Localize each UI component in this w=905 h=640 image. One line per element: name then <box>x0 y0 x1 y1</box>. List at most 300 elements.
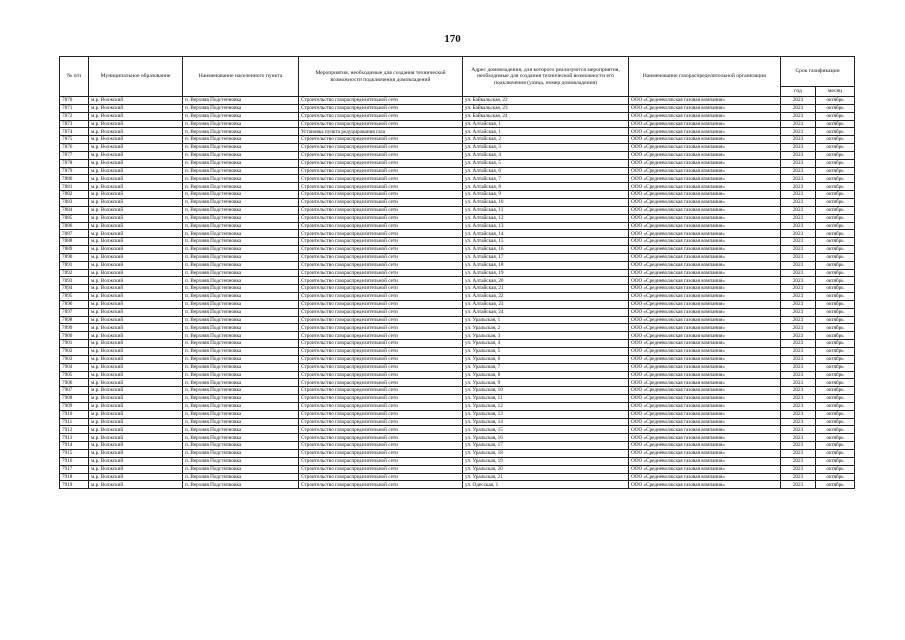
address-cell: ул. Алтайская, 9 <box>463 191 629 199</box>
measure-cell: Установка пункта редуцирования газа <box>299 128 463 136</box>
municipality-cell: м.р. Волжский <box>89 348 183 356</box>
row-number: 7901 <box>60 340 89 348</box>
municipality-cell: м.р. Волжский <box>89 308 183 316</box>
municipality-cell: м.р. Волжский <box>89 340 183 348</box>
settlement-cell: п. Верхняя Подстепновка <box>183 151 299 159</box>
month-cell: октябрь <box>816 340 855 348</box>
municipality-cell: м.р. Волжский <box>89 402 183 410</box>
gdo-cell: ООО «Средневолжская газовая компания» <box>629 246 781 254</box>
month-cell: октябрь <box>816 206 855 214</box>
measure-cell: Строительство газораспределительной сети <box>299 395 463 403</box>
address-cell: ул. Алтайская, 15 <box>463 238 629 246</box>
measure-cell: Строительство газораспределительной сети <box>299 418 463 426</box>
address-cell: ул. Алтайская, 17 <box>463 253 629 261</box>
address-cell: ул. Уральская, 5 <box>463 348 629 356</box>
row-number: 7887 <box>60 230 89 238</box>
year-cell: 2023 <box>781 387 816 395</box>
measure-cell: Строительство газораспределительной сети <box>299 97 463 105</box>
gdo-cell: ООО «Средневолжская газовая компания» <box>629 261 781 269</box>
address-cell: ул. Байкальская, 24 <box>463 112 629 120</box>
row-number: 7915 <box>60 449 89 457</box>
settlement-cell: п. Верхняя Подстепновка <box>183 159 299 167</box>
table-row <box>60 316 855 324</box>
municipality-cell: м.р. Волжский <box>89 395 183 403</box>
page-number: 170 <box>444 33 461 45</box>
year-cell: 2023 <box>781 277 816 285</box>
gdo-cell: ООО «Средневолжская газовая компания» <box>629 198 781 206</box>
month-cell: октябрь <box>816 387 855 395</box>
municipality-cell: м.р. Волжский <box>89 355 183 363</box>
address-cell: ул. Уральская, 19 <box>463 457 629 465</box>
year-cell: 2023 <box>781 246 816 254</box>
year-cell: 2023 <box>781 175 816 183</box>
gdo-cell: ООО «Средневолжская газовая компания» <box>629 348 781 356</box>
settlement-cell: п. Верхняя Подстепновка <box>183 253 299 261</box>
table-row <box>60 340 855 348</box>
table-row <box>60 300 855 308</box>
row-number: 7905 <box>60 371 89 379</box>
address-cell: ул. Уральская, 8 <box>463 371 629 379</box>
month-cell: октябрь <box>816 363 855 371</box>
month-cell: октябрь <box>816 348 855 356</box>
gdo-cell: ООО «Средневолжская газовая компания» <box>629 332 781 340</box>
address-cell: ул. Уральская, 14 <box>463 418 629 426</box>
year-cell: 2023 <box>781 410 816 418</box>
year-cell: 2023 <box>781 308 816 316</box>
month-cell: октябрь <box>816 120 855 128</box>
address-cell: ул. Алтайская, 18 <box>463 261 629 269</box>
municipality-cell: м.р. Волжский <box>89 379 183 387</box>
gdo-cell: ООО «Средневолжская газовая компания» <box>629 465 781 473</box>
measure-cell: Строительство газораспределительной сети <box>299 238 463 246</box>
gdo-cell: ООО «Средневолжская газовая компания» <box>629 151 781 159</box>
settlement-cell: п. Верхняя Подстепновка <box>183 128 299 136</box>
month-cell: октябрь <box>816 261 855 269</box>
year-cell: 2023 <box>781 324 816 332</box>
gdo-cell: ООО «Средневолжская газовая компания» <box>629 191 781 199</box>
year-cell: 2023 <box>781 395 816 403</box>
settlement-cell: п. Верхняя Подстепновка <box>183 206 299 214</box>
header-month: месяц <box>816 87 855 97</box>
row-number: 7878 <box>60 159 89 167</box>
settlement-cell: п. Верхняя Подстепновка <box>183 308 299 316</box>
municipality-cell: м.р. Волжский <box>89 371 183 379</box>
settlement-cell: п. Верхняя Подстепновка <box>183 198 299 206</box>
municipality-cell: м.р. Волжский <box>89 246 183 254</box>
settlement-cell: п. Верхняя Подстепновка <box>183 300 299 308</box>
month-cell: октябрь <box>816 253 855 261</box>
gdo-cell: ООО «Средневолжская газовая компания» <box>629 285 781 293</box>
municipality-cell: м.р. Волжский <box>89 473 183 481</box>
table-row <box>60 402 855 410</box>
address-cell: ул. Уральская, 2 <box>463 324 629 332</box>
measure-cell: Строительство газораспределительной сети <box>299 371 463 379</box>
settlement-cell: п. Верхняя Подстепновка <box>183 183 299 191</box>
address-cell: ул. Алтайская, 22 <box>463 293 629 301</box>
municipality-cell: м.р. Волжский <box>89 214 183 222</box>
gdo-cell: ООО «Средневолжская газовая компания» <box>629 402 781 410</box>
address-cell: ул. Одесская, 1 <box>463 481 629 489</box>
municipality-cell: м.р. Волжский <box>89 104 183 112</box>
row-number: 7903 <box>60 355 89 363</box>
year-cell: 2023 <box>781 363 816 371</box>
settlement-cell: п. Верхняя Подстепновка <box>183 97 299 105</box>
gdo-cell: ООО «Средневолжская газовая компания» <box>629 442 781 450</box>
table-row <box>60 253 855 261</box>
gdo-cell: ООО «Средневолжская газовая компания» <box>629 112 781 120</box>
table-row <box>60 183 855 191</box>
row-number: 7897 <box>60 308 89 316</box>
address-cell: ул. Алтайская, 5 <box>463 159 629 167</box>
year-cell: 2023 <box>781 230 816 238</box>
municipality-cell: м.р. Волжский <box>89 120 183 128</box>
municipality-cell: м.р. Волжский <box>89 300 183 308</box>
municipality-cell: м.р. Волжский <box>89 465 183 473</box>
gdo-cell: ООО «Средневолжская газовая компания» <box>629 418 781 426</box>
measure-cell: Строительство газораспределительной сети <box>299 277 463 285</box>
month-cell: октябрь <box>816 457 855 465</box>
settlement-cell: п. Верхняя Подстепновка <box>183 230 299 238</box>
header-measures: Мероприятия, необходимые для создания технической возможности подключения домовладений <box>299 57 463 97</box>
municipality-cell: м.р. Волжский <box>89 112 183 120</box>
measure-cell: Строительство газораспределительной сети <box>299 410 463 418</box>
year-cell: 2023 <box>781 269 816 277</box>
settlement-cell: п. Верхняя Подстепновка <box>183 449 299 457</box>
gdo-cell: ООО «Средневолжская газовая компания» <box>629 222 781 230</box>
measure-cell: Строительство газораспределительной сети <box>299 402 463 410</box>
row-number: 7919 <box>60 481 89 489</box>
month-cell: октябрь <box>816 191 855 199</box>
settlement-cell: п. Верхняя Подстепновка <box>183 175 299 183</box>
municipality-cell: м.р. Волжский <box>89 418 183 426</box>
table-row <box>60 175 855 183</box>
settlement-cell: п. Верхняя Подстепновка <box>183 348 299 356</box>
row-number: 7904 <box>60 363 89 371</box>
address-cell: ул. Уральская, 1 <box>463 316 629 324</box>
year-cell: 2023 <box>781 198 816 206</box>
municipality-cell: м.р. Волжский <box>89 442 183 450</box>
measure-cell: Строительство газораспределительной сети <box>299 214 463 222</box>
settlement-cell: п. Верхняя Подстепновка <box>183 426 299 434</box>
municipality-cell: м.р. Волжский <box>89 159 183 167</box>
settlement-cell: п. Верхняя Подстепновка <box>183 120 299 128</box>
table-row <box>60 277 855 285</box>
settlement-cell: п. Верхняя Подстепновка <box>183 402 299 410</box>
municipality-cell: м.р. Волжский <box>89 175 183 183</box>
municipality-cell: м.р. Волжский <box>89 261 183 269</box>
table-row <box>60 214 855 222</box>
address-cell: ул. Байкальская, 22 <box>463 97 629 105</box>
settlement-cell: п. Верхняя Подстепновка <box>183 246 299 254</box>
municipality-cell: м.р. Волжский <box>89 324 183 332</box>
header-address: Адрес домовладения, для которого реализуются мероприятия, необходимые для создания технической возможности его подключения (улица, номер домовладения) <box>463 57 629 97</box>
table-row <box>60 206 855 214</box>
table-row <box>60 97 855 105</box>
measure-cell: Строительство газораспределительной сети <box>299 269 463 277</box>
municipality-cell: м.р. Волжский <box>89 363 183 371</box>
header-gdo: Наименование газораспределительной организации <box>629 57 781 97</box>
gdo-cell: ООО «Средневолжская газовая компания» <box>629 481 781 489</box>
address-cell: ул. Уральская, 9 <box>463 379 629 387</box>
month-cell: октябрь <box>816 175 855 183</box>
gdo-cell: ООО «Средневолжская газовая компания» <box>629 387 781 395</box>
measure-cell: Строительство газораспределительной сети <box>299 183 463 191</box>
year-cell: 2023 <box>781 167 816 175</box>
row-number: 7900 <box>60 332 89 340</box>
row-number: 7874 <box>60 128 89 136</box>
measure-cell: Строительство газораспределительной сети <box>299 355 463 363</box>
month-cell: октябрь <box>816 112 855 120</box>
year-cell: 2023 <box>781 253 816 261</box>
measure-cell: Строительство газораспределительной сети <box>299 426 463 434</box>
table-row <box>60 269 855 277</box>
year-cell: 2023 <box>781 481 816 489</box>
measure-cell: Строительство газораспределительной сети <box>299 191 463 199</box>
settlement-cell: п. Верхняя Подстепновка <box>183 363 299 371</box>
header-num: № п/п <box>60 57 89 97</box>
month-cell: октябрь <box>816 434 855 442</box>
municipality-cell: м.р. Волжский <box>89 222 183 230</box>
gdo-cell: ООО «Средневолжская газовая компания» <box>629 253 781 261</box>
month-cell: октябрь <box>816 97 855 105</box>
gdo-cell: ООО «Средневолжская газовая компания» <box>629 340 781 348</box>
row-number: 7879 <box>60 167 89 175</box>
table-row <box>60 144 855 152</box>
row-number: 7889 <box>60 246 89 254</box>
municipality-cell: м.р. Волжский <box>89 426 183 434</box>
measure-cell: Строительство газораспределительной сети <box>299 206 463 214</box>
row-number: 7871 <box>60 104 89 112</box>
row-number: 7886 <box>60 222 89 230</box>
month-cell: октябрь <box>816 238 855 246</box>
address-cell: ул. Алтайская, 1 <box>463 128 629 136</box>
measure-cell: Строительство газораспределительной сети <box>299 112 463 120</box>
row-number: 7882 <box>60 191 89 199</box>
year-cell: 2023 <box>781 418 816 426</box>
year-cell: 2023 <box>781 442 816 450</box>
row-number: 7890 <box>60 253 89 261</box>
settlement-cell: п. Верхняя Подстепновка <box>183 167 299 175</box>
year-cell: 2023 <box>781 371 816 379</box>
gdo-cell: ООО «Средневолжская газовая компания» <box>629 457 781 465</box>
municipality-cell: м.р. Волжский <box>89 167 183 175</box>
gdo-cell: ООО «Средневолжская газовая компания» <box>629 104 781 112</box>
municipality-cell: м.р. Волжский <box>89 481 183 489</box>
row-number: 7917 <box>60 465 89 473</box>
address-cell: ул. Уральская, 16 <box>463 434 629 442</box>
settlement-cell: п. Верхняя Подстепновка <box>183 144 299 152</box>
gdo-cell: ООО «Средневолжская газовая компания» <box>629 473 781 481</box>
table-row <box>60 238 855 246</box>
table-row <box>60 465 855 473</box>
year-cell: 2023 <box>781 120 816 128</box>
month-cell: октябрь <box>816 183 855 191</box>
month-cell: октябрь <box>816 308 855 316</box>
gdo-cell: ООО «Средневолжская газовая компания» <box>629 159 781 167</box>
month-cell: октябрь <box>816 410 855 418</box>
table-row <box>60 120 855 128</box>
address-cell: ул. Алтайская, 11 <box>463 206 629 214</box>
gdo-cell: ООО «Средневолжская газовая компания» <box>629 410 781 418</box>
measure-cell: Строительство газораспределительной сети <box>299 363 463 371</box>
measure-cell: Строительство газораспределительной сети <box>299 481 463 489</box>
settlement-cell: п. Верхняя Подстепновка <box>183 191 299 199</box>
address-cell: ул. Алтайская, 10 <box>463 198 629 206</box>
month-cell: октябрь <box>816 379 855 387</box>
gdo-cell: ООО «Средневолжская газовая компания» <box>629 136 781 144</box>
measure-cell: Строительство газораспределительной сети <box>299 324 463 332</box>
municipality-cell: м.р. Волжский <box>89 238 183 246</box>
table-row <box>60 293 855 301</box>
municipality-cell: м.р. Волжский <box>89 285 183 293</box>
month-cell: октябрь <box>816 316 855 324</box>
municipality-cell: м.р. Волжский <box>89 449 183 457</box>
row-number: 7895 <box>60 293 89 301</box>
row-number: 7911 <box>60 418 89 426</box>
year-cell: 2023 <box>781 348 816 356</box>
row-number: 7918 <box>60 473 89 481</box>
table-row <box>60 363 855 371</box>
municipality-cell: м.р. Волжский <box>89 387 183 395</box>
month-cell: октябрь <box>816 222 855 230</box>
month-cell: октябрь <box>816 285 855 293</box>
settlement-cell: п. Верхняя Подстепновка <box>183 277 299 285</box>
measure-cell: Строительство газораспределительной сети <box>299 457 463 465</box>
measure-cell: Строительство газораспределительной сети <box>299 449 463 457</box>
gdo-cell: ООО «Средневолжская газовая компания» <box>629 167 781 175</box>
table-row <box>60 426 855 434</box>
row-number: 7906 <box>60 379 89 387</box>
gdo-cell: ООО «Средневолжская газовая компания» <box>629 183 781 191</box>
month-cell: октябрь <box>816 324 855 332</box>
row-number: 7909 <box>60 402 89 410</box>
table-body <box>60 97 855 489</box>
table-row <box>60 198 855 206</box>
month-cell: октябрь <box>816 128 855 136</box>
settlement-cell: п. Верхняя Подстепновка <box>183 371 299 379</box>
measure-cell: Строительство газораспределительной сети <box>299 332 463 340</box>
year-cell: 2023 <box>781 136 816 144</box>
settlement-cell: п. Верхняя Подстепновка <box>183 222 299 230</box>
gdo-cell: ООО «Средневолжская газовая компания» <box>629 120 781 128</box>
table-row <box>60 159 855 167</box>
table-row <box>60 230 855 238</box>
gdo-cell: ООО «Средневолжская газовая компания» <box>629 308 781 316</box>
year-cell: 2023 <box>781 97 816 105</box>
settlement-cell: п. Верхняя Подстепновка <box>183 269 299 277</box>
measure-cell: Строительство газораспределительной сети <box>299 167 463 175</box>
table-row <box>60 222 855 230</box>
table-row <box>60 387 855 395</box>
measure-cell: Строительство газораспределительной сети <box>299 379 463 387</box>
month-cell: октябрь <box>816 355 855 363</box>
year-cell: 2023 <box>781 144 816 152</box>
address-cell: ул. Алтайская, 13 <box>463 222 629 230</box>
measure-cell: Строительство газораспределительной сети <box>299 230 463 238</box>
year-cell: 2023 <box>781 191 816 199</box>
settlement-cell: п. Верхняя Подстепновка <box>183 136 299 144</box>
measure-cell: Строительство газораспределительной сети <box>299 434 463 442</box>
address-cell: ул. Алтайская, 20 <box>463 277 629 285</box>
table-row <box>60 151 855 159</box>
year-cell: 2023 <box>781 285 816 293</box>
row-number: 7894 <box>60 285 89 293</box>
measure-cell: Строительство газораспределительной сети <box>299 442 463 450</box>
table-row <box>60 355 855 363</box>
table-row <box>60 324 855 332</box>
gdo-cell: ООО «Средневолжская газовая компания» <box>629 238 781 246</box>
gdo-cell: ООО «Средневолжская газовая компания» <box>629 395 781 403</box>
settlement-cell: п. Верхняя Подстепновка <box>183 324 299 332</box>
settlement-cell: п. Верхняя Подстепновка <box>183 473 299 481</box>
gdo-cell: ООО «Средневолжская газовая компания» <box>629 434 781 442</box>
address-cell: ул. Алтайская, 14 <box>463 230 629 238</box>
year-cell: 2023 <box>781 402 816 410</box>
year-cell: 2023 <box>781 457 816 465</box>
gdo-cell: ООО «Средневолжская газовая компания» <box>629 230 781 238</box>
municipality-cell: м.р. Волжский <box>89 457 183 465</box>
month-cell: октябрь <box>816 214 855 222</box>
table-row <box>60 410 855 418</box>
gdo-cell: ООО «Средневолжская газовая компания» <box>629 128 781 136</box>
measure-cell: Строительство газораспределительной сети <box>299 222 463 230</box>
municipality-cell: м.р. Волжский <box>89 434 183 442</box>
address-cell: ул. Уральская, 20 <box>463 465 629 473</box>
year-cell: 2023 <box>781 214 816 222</box>
gdo-cell: ООО «Средневолжская газовая компания» <box>629 277 781 285</box>
row-number: 7910 <box>60 410 89 418</box>
address-cell: ул. Алтайская, 4 <box>463 151 629 159</box>
year-cell: 2023 <box>781 183 816 191</box>
municipality-cell: м.р. Волжский <box>89 144 183 152</box>
measure-cell: Строительство газораспределительной сети <box>299 120 463 128</box>
row-number: 7880 <box>60 175 89 183</box>
table-row <box>60 136 855 144</box>
row-number: 7888 <box>60 238 89 246</box>
month-cell: октябрь <box>816 230 855 238</box>
year-cell: 2023 <box>781 206 816 214</box>
table-row <box>60 395 855 403</box>
table-row <box>60 167 855 175</box>
settlement-cell: п. Верхняя Подстепновка <box>183 285 299 293</box>
month-cell: октябрь <box>816 269 855 277</box>
settlement-cell: п. Верхняя Подстепновка <box>183 261 299 269</box>
month-cell: октябрь <box>816 395 855 403</box>
settlement-cell: п. Верхняя Подстепновка <box>183 387 299 395</box>
table-row <box>60 104 855 112</box>
municipality-cell: м.р. Волжский <box>89 151 183 159</box>
measure-cell: Строительство газораспределительной сети <box>299 348 463 356</box>
settlement-cell: п. Верхняя Подстепновка <box>183 442 299 450</box>
settlement-cell: п. Верхняя Подстепновка <box>183 418 299 426</box>
row-number: 7875 <box>60 136 89 144</box>
address-cell: ул. Уральская, 13 <box>463 410 629 418</box>
year-cell: 2023 <box>781 300 816 308</box>
year-cell: 2023 <box>781 355 816 363</box>
settlement-cell: п. Верхняя Подстепновка <box>183 434 299 442</box>
row-number: 7913 <box>60 434 89 442</box>
gdo-cell: ООО «Средневолжская газовая компания» <box>629 363 781 371</box>
row-number: 7907 <box>60 387 89 395</box>
header-municipality: Муниципальное образование <box>89 57 183 97</box>
municipality-cell: м.р. Волжский <box>89 128 183 136</box>
row-number: 7892 <box>60 269 89 277</box>
settlement-cell: п. Верхняя Подстепновка <box>183 481 299 489</box>
municipality-cell: м.р. Волжский <box>89 198 183 206</box>
row-number: 7885 <box>60 214 89 222</box>
address-cell: ул. Алтайская, 21 <box>463 285 629 293</box>
year-cell: 2023 <box>781 340 816 348</box>
